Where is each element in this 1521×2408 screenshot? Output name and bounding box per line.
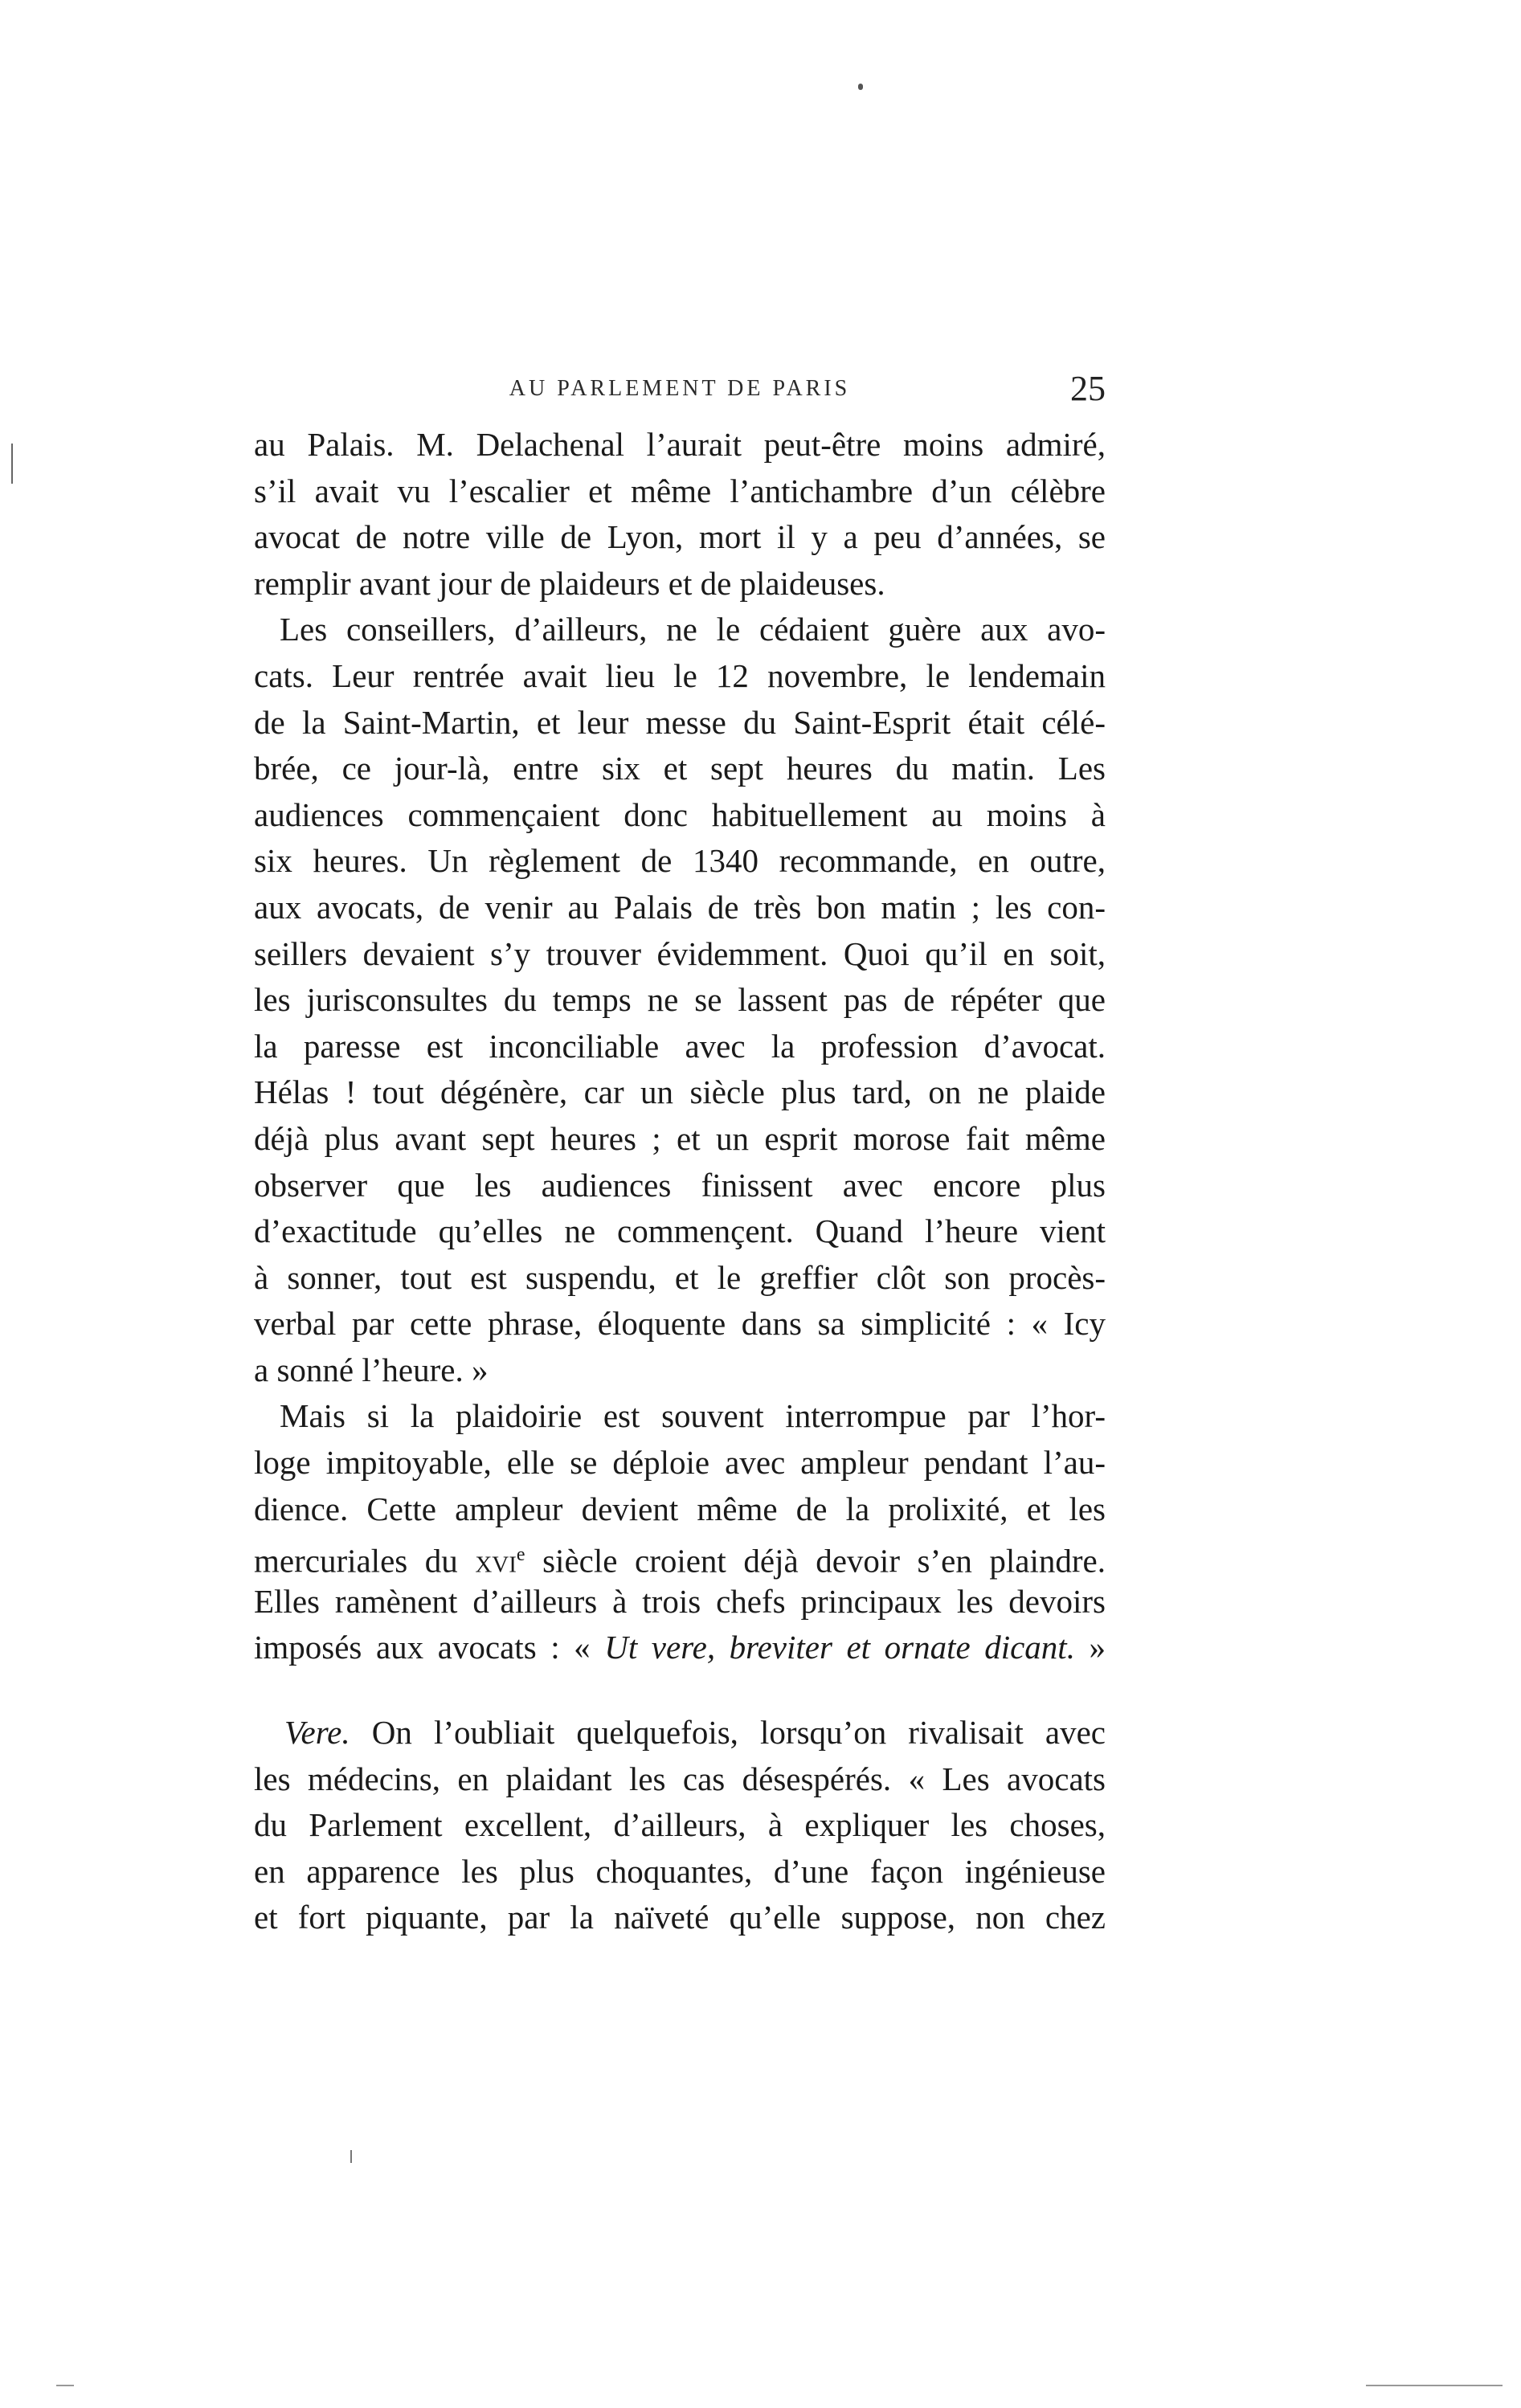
text-line: la paresse est inconciliable avec la profession d’avocat.	[254, 1027, 1106, 1065]
text-run: siècle croient déjà devoir s’en plaindre.	[525, 1542, 1106, 1580]
text-line	[254, 1710, 1106, 1756]
text-line: Hélas ! tout dégénère, car un siècle plus tard, on ne plaide	[254, 1073, 1106, 1111]
text-line: aux avocats, de venir au Palais de très bon matin ; les con-	[254, 888, 1106, 926]
text-line: et fort piquante, par la naïveté qu’elle suppose, non chez	[254, 1899, 1106, 1936]
text-line: brée, ce jour-là, entre six et sept heures du matin. Les	[254, 750, 1106, 787]
text-line: dience. Cette ampleur devient même de la prolixité, et les	[254, 1490, 1106, 1527]
section-keyword: Vere.	[284, 1714, 350, 1752]
page-number: 25	[1070, 369, 1106, 408]
text-line	[254, 1625, 1106, 1671]
text-line: Les conseillers, d’ailleurs, ne le cédaient guère aux avo-	[280, 611, 1106, 648]
body-text	[254, 422, 1106, 1941]
century-numeral: xvi	[475, 1542, 517, 1580]
text-line: cats. Leur rentrée avait lieu le 12 novembre, le lendemain	[254, 656, 1106, 694]
text-line: s’il avait vu l’escalier et même l’antichambre d’un célèbre	[254, 472, 1106, 509]
text-run: imposés aux avocats : «	[254, 1629, 605, 1666]
text-line: à sonner, tout est suspendu, et le greffier clôt son procès-	[254, 1258, 1106, 1296]
text-line: a sonné l’heure. »	[254, 1351, 489, 1388]
text-line: remplir avant jour de plaideurs et de plaideuses.	[254, 564, 885, 602]
text-run: mercuriales du	[254, 1542, 476, 1580]
text-line: seillers devaient s’y trouver évidemment. Quoi qu’il en soit,	[254, 934, 1106, 972]
text-line: d’exactitude qu’elles ne commençent. Quand l’heure vient	[254, 1212, 1106, 1250]
scan-edge	[56, 2385, 74, 2386]
text-line: au Palais. M. Delachenal l’aurait peut-être moins admiré,	[254, 426, 1106, 463]
text-run: On l’oubliait quelquefois, lorsqu’on rivalisait avec	[350, 1714, 1106, 1752]
text-line: Mais si la plaidoirie est souvent interrompue par l’hor-	[280, 1397, 1106, 1435]
text-line: loge impitoyable, elle se déploie avec ampleur pendant l’au-	[254, 1444, 1106, 1482]
text-line: audiences commençaient donc habituellement au moins à	[254, 795, 1106, 833]
superscript: e	[516, 1544, 525, 1566]
text-line: les jurisconsultes du temps ne se lassent pas de répéter que	[254, 981, 1106, 1019]
text-run: »	[1074, 1629, 1106, 1666]
latin-quote: Ut vere, breviter et ornate dicant.	[604, 1629, 1075, 1666]
text-line: de la Saint-Martin, et leur messe du Saint-Esprit était célé-	[254, 703, 1106, 741]
text-line: avocat de notre ville de Lyon, mort il y a peu d’années, se	[254, 518, 1106, 556]
text-line: du Parlement excellent, d’ailleurs, à expliquer les choses,	[254, 1806, 1106, 1844]
scan-edge	[1366, 2385, 1503, 2386]
text-line: Elles ramènent d’ailleurs à trois chefs principaux les devoirs	[254, 1582, 1106, 1620]
text-line: déjà plus avant sept heures ; et un esprit morose fait même	[254, 1119, 1106, 1157]
running-head	[254, 368, 1106, 416]
text-line	[254, 1532, 1106, 1579]
text-line: six heures. Un règlement de 1340 recommande, en outre,	[254, 842, 1106, 880]
margin-mark	[11, 444, 13, 484]
running-title: AU PARLEMENT DE PARIS	[509, 376, 851, 401]
text-line: verbal par cette phrase, éloquente dans sa simplicité : « Icy	[254, 1305, 1106, 1343]
text-line: les médecins, en plaidant les cas désespérés. « Les avocats	[254, 1760, 1106, 1797]
text-line: observer que les audiences finissent avec encore plus	[254, 1166, 1106, 1204]
text-line: en apparence les plus choquantes, d’une façon ingénieuse	[254, 1852, 1106, 1890]
ink-speck	[858, 84, 863, 90]
section-gap	[254, 1671, 1106, 1710]
ink-speck	[350, 2150, 352, 2163]
